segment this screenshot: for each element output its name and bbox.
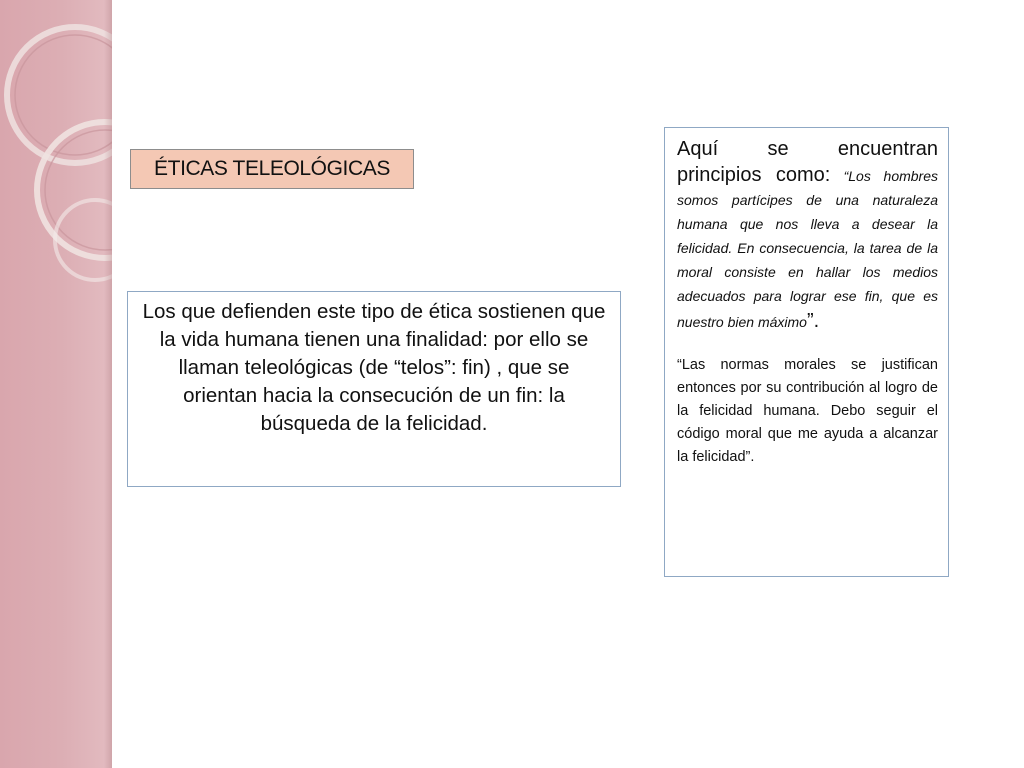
first-quote-close: ”. [806, 310, 820, 332]
first-quote: “Los hombres somos partícipes de una naturaleza humana que nos lleva a desear la felicidad. En consecuencia, la tarea de la moral consiste en hallar los medios adecuados para lograr ese fin, que es nuestro bien máximo [677, 168, 938, 330]
quote-box [664, 127, 949, 577]
quote-lead: Aquí se encuentran principios como: [677, 138, 938, 186]
description-box: Los que defienden este tipo de ética sostienen que la vida humana tienen una finalidad: por ello se llaman teleológicas (de “telos”: fin) , que se orientan hacia la consecución de un fin: la búsqueda de la felicidad. [127, 291, 621, 487]
quote-paragraph-2: “Las normas morales se justifican entonces por su contribución al logro de la felicidad humana. Debo seguir el código moral que me ayuda a alcanzar la felicidad”. [677, 357, 938, 465]
decorative-sidebar [0, 0, 112, 768]
slide-title: ÉTICAS TELEOLÓGICAS [130, 149, 414, 189]
quote-paragraph-1 [677, 136, 938, 334]
ring-decoration-icon [0, 0, 112, 768]
